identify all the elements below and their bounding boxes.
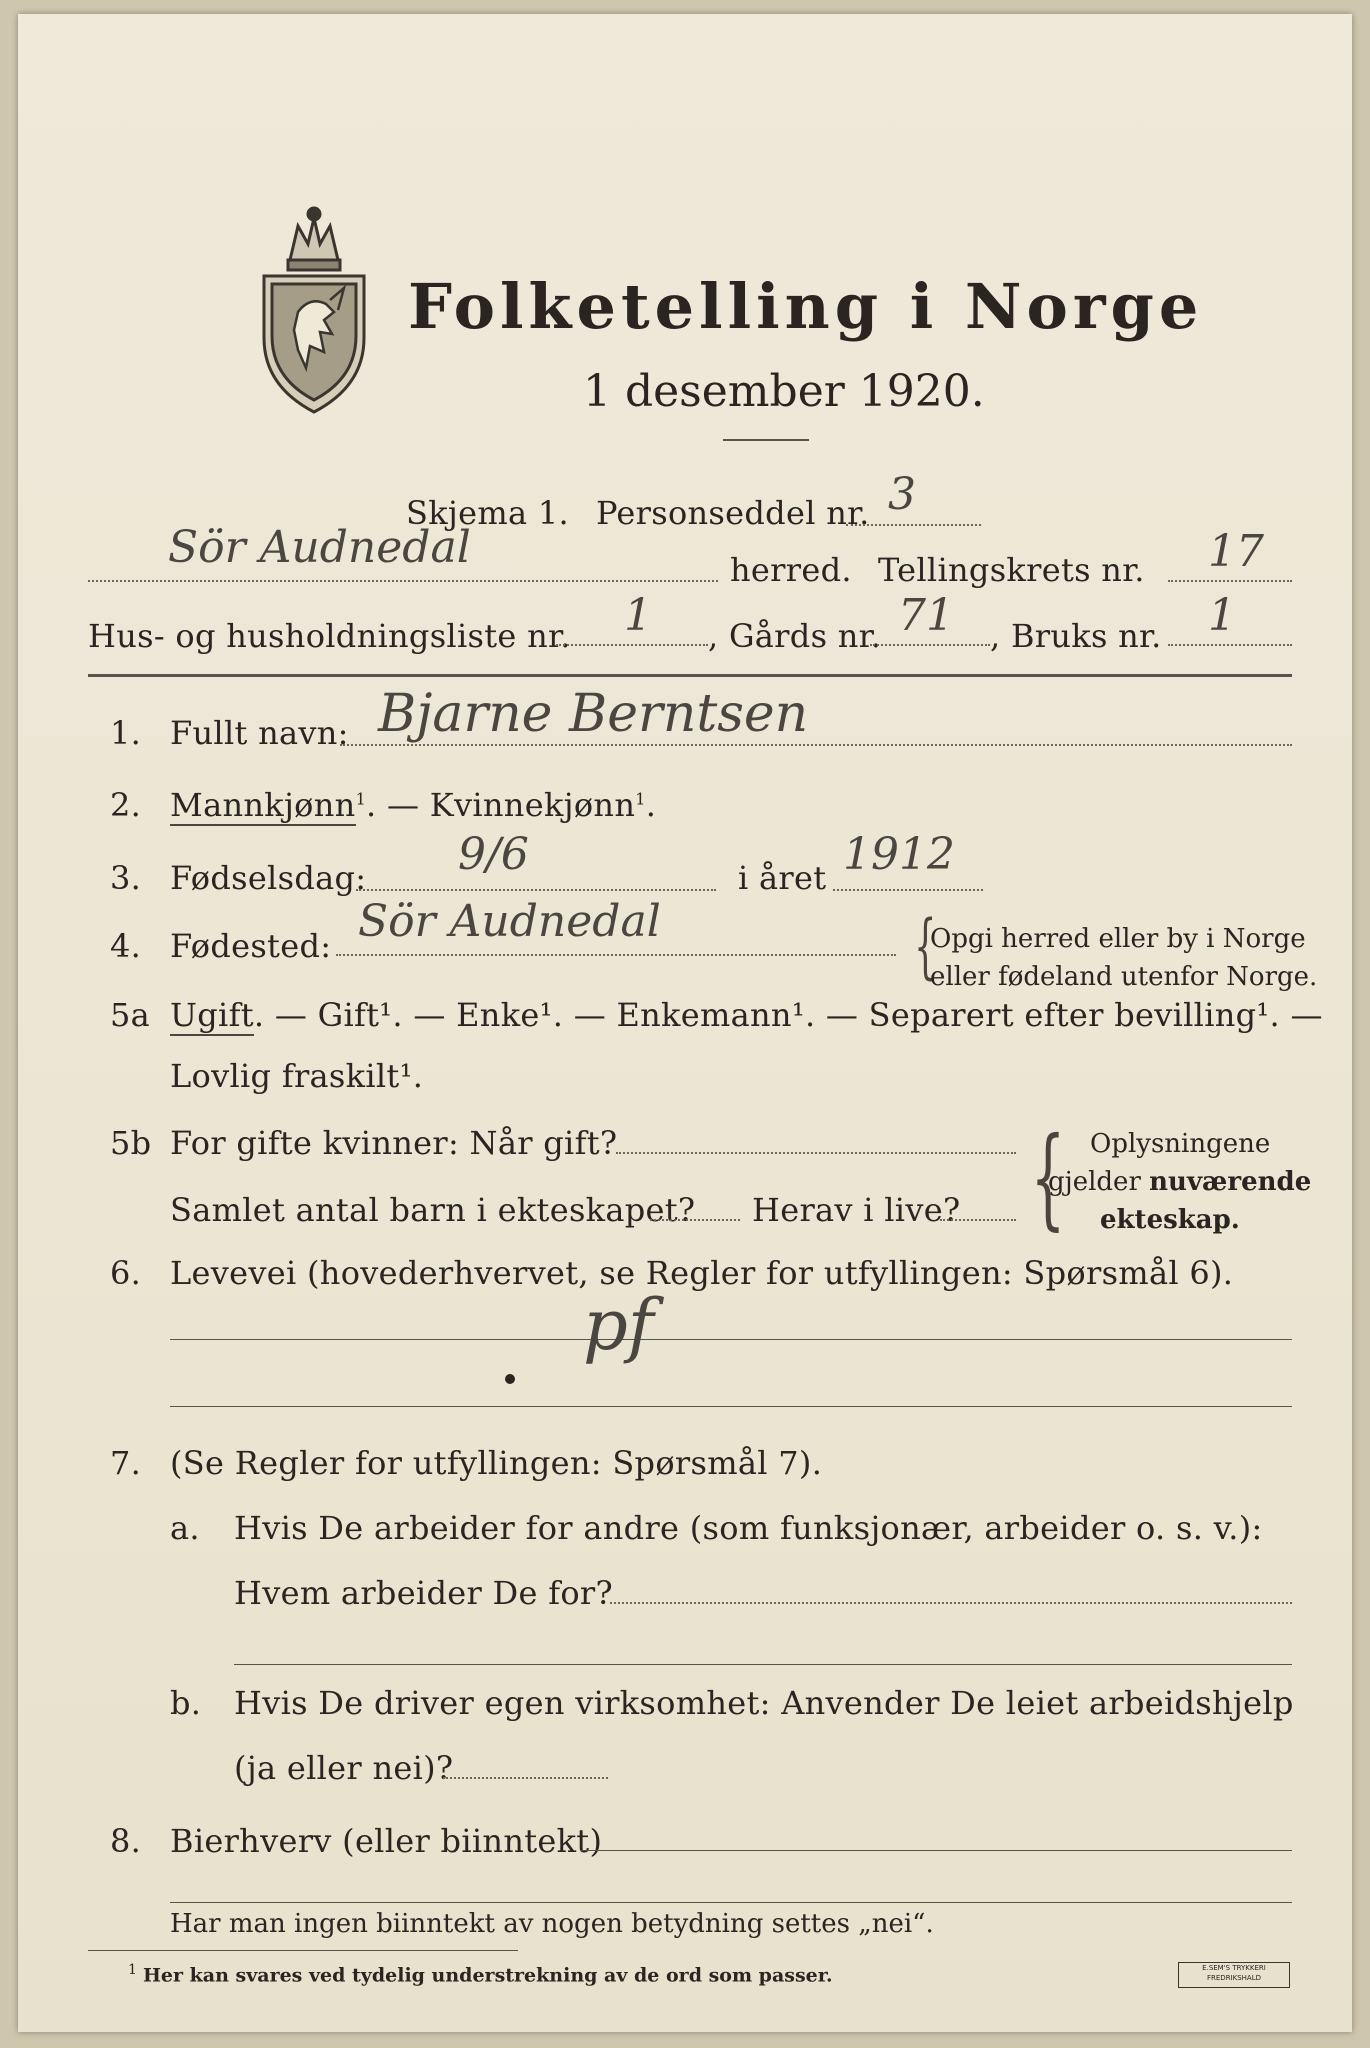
q5b-note-line3: ekteskap. — [1100, 1205, 1240, 1235]
hus-line — [556, 644, 708, 646]
personseddel-line — [846, 524, 981, 526]
header-separator — [88, 674, 1292, 677]
q5a-line2[interactable]: Lovlig fraskilt¹. — [170, 1057, 424, 1095]
q3-label: Fødselsdag: — [170, 859, 367, 897]
q4-line — [336, 954, 896, 956]
q5b-label-gift: For gifte kvinner: Når gift? — [170, 1124, 618, 1162]
gards-value[interactable]: 71 — [898, 590, 954, 641]
herred-line — [88, 580, 718, 582]
bruks-label: , Bruks nr. — [990, 617, 1162, 655]
q4-value[interactable]: Sör Audnedal — [358, 896, 661, 947]
herred-label: herred. — [730, 551, 852, 589]
q8-note: Har man ingen biinntekt av nogen betydning settes „nei“. — [170, 1909, 934, 1939]
ink-dot — [505, 1374, 515, 1384]
q5b-label-barn: Samlet antal barn i ekteskapet? — [170, 1191, 696, 1229]
q7b-line — [443, 1777, 608, 1779]
skjema-label: Skjema 1. — [406, 494, 569, 532]
q7-number: 7. — [110, 1444, 142, 1482]
footnote-number: 1 — [128, 1962, 137, 1978]
q7-label: (Se Regler for utfyllingen: Spørsmål 7). — [170, 1444, 823, 1482]
q5a-ugift[interactable]: Ugift — [170, 996, 254, 1034]
tellingskrets-label: Tellingskrets nr. — [878, 551, 1145, 589]
q7a-line — [610, 1602, 1292, 1604]
q6-line-2 — [170, 1406, 1292, 1407]
q5b-note-nuvaerende: nuværende — [1149, 1167, 1312, 1197]
q7b-label1: Hvis De driver egen virksomhet: Anvender De leiet arbeidshjelp — [234, 1684, 1294, 1722]
q5b-note-brace: { — [1030, 1113, 1066, 1241]
q3-value[interactable]: 9/6 — [458, 829, 529, 880]
q1-label: Fullt navn: — [170, 714, 349, 752]
q2-end: . — [645, 786, 657, 824]
form-title: Folketelling i Norge — [408, 270, 1204, 343]
bruks-value[interactable]: 1 — [1208, 590, 1236, 641]
q7a-label2: Hvem arbeider De for? — [234, 1574, 613, 1612]
q5b-number: 5b — [110, 1124, 152, 1162]
q1-line — [340, 744, 1292, 746]
personseddel-label: Personseddel nr. — [596, 494, 870, 532]
norwegian-coat-of-arms-icon — [250, 200, 378, 418]
q7b-letter: b. — [170, 1684, 202, 1722]
q2-options — [170, 786, 656, 824]
q1-value[interactable]: Bjarne Berntsen — [378, 684, 809, 744]
q3-number: 3. — [110, 859, 142, 897]
title-divider — [723, 439, 809, 441]
printer-city: FREDRIKSHALD — [1206, 1974, 1261, 1982]
q4-label: Fødested: — [170, 927, 332, 965]
herred-value[interactable]: Sör Audnedal — [168, 522, 471, 573]
gards-label: , Gårds nr. — [708, 617, 882, 655]
q5b-note-line1: Oplysningene — [1090, 1129, 1271, 1159]
gards-line — [870, 644, 990, 646]
printer-stamp — [1178, 1962, 1290, 1988]
q4-number: 4. — [110, 927, 142, 965]
q3-line — [356, 889, 716, 891]
q5b-label-live: Herav i live? — [752, 1191, 961, 1229]
q6-label: Levevei (hovederhvervet, se Regler for utfyllingen: Spørsmål 6). — [170, 1254, 1234, 1292]
q5b-gift-line — [616, 1152, 1016, 1154]
footnote — [128, 1962, 833, 1986]
tellingskrets-value[interactable]: 17 — [1208, 526, 1264, 577]
q2-sup-2: 1 — [635, 789, 646, 809]
q8-number: 8. — [110, 1822, 142, 1860]
q6-line-1 — [170, 1339, 1292, 1340]
q7a-label1: Hvis De arbeider for andre (som funksjonær, arbeider o. s. v.): — [234, 1509, 1263, 1547]
q2-mannkjonn[interactable]: Mannkjønn — [170, 786, 356, 824]
q4-note-line2: eller fødeland utenfor Norge. — [930, 962, 1318, 992]
q6-value[interactable]: pf — [583, 1284, 654, 1366]
bruks-line — [1168, 644, 1292, 646]
q5b-live-line — [940, 1219, 1016, 1221]
personseddel-value[interactable]: 3 — [888, 469, 916, 520]
hus-label: Hus- og husholdningsliste nr. — [88, 617, 571, 655]
tellingskrets-line — [1168, 580, 1292, 582]
printer-name: E.SEM'S TRYKKERI — [1202, 1964, 1266, 1972]
q5a-number: 5a — [110, 996, 151, 1034]
census-date: 1 desember 1920. — [583, 366, 985, 417]
footnote-text-b: tydelig understrekning av de ord som passer. — [352, 1964, 833, 1987]
footnote-text-a: Her kan svares ved — [142, 1964, 353, 1987]
q8-line-2 — [170, 1902, 1292, 1903]
q5a-rest[interactable]: . — Gift¹. — Enke¹. — Enkemann¹. — Separert efter bevilling¹. — — [253, 996, 1323, 1034]
census-form-page — [18, 14, 1352, 2032]
q5b-note-line2: gjelder nuværende — [1048, 1167, 1312, 1197]
q7a-letter: a. — [170, 1509, 200, 1547]
q3-year-line — [833, 889, 983, 891]
q3-year-label: i året — [738, 859, 827, 897]
q8-label: Bierhverv (eller biinntekt) — [170, 1822, 603, 1860]
q1-number: 1. — [110, 714, 142, 752]
q2-sup-1: 1 — [355, 789, 367, 809]
q7b-label2: (ja eller nei)? — [234, 1749, 454, 1787]
q2-number: 2. — [110, 786, 142, 824]
q8-line — [580, 1850, 1292, 1851]
q5a-options — [170, 996, 1323, 1034]
q4-note-line1: Opgi herred eller by i Norge — [930, 924, 1306, 954]
q2-kvinnekjonn[interactable]: Kvinnekjønn — [429, 786, 636, 824]
hus-value[interactable]: 1 — [624, 590, 652, 641]
q6-number: 6. — [110, 1254, 142, 1292]
q2-sep: . — — [366, 786, 430, 824]
q5b-barn-line — [650, 1219, 740, 1221]
footer-separator — [88, 1950, 518, 1951]
q4-note-brace: { — [914, 905, 937, 987]
q7a-line-2 — [234, 1664, 1292, 1665]
q3-year-value[interactable]: 1912 — [843, 829, 955, 880]
